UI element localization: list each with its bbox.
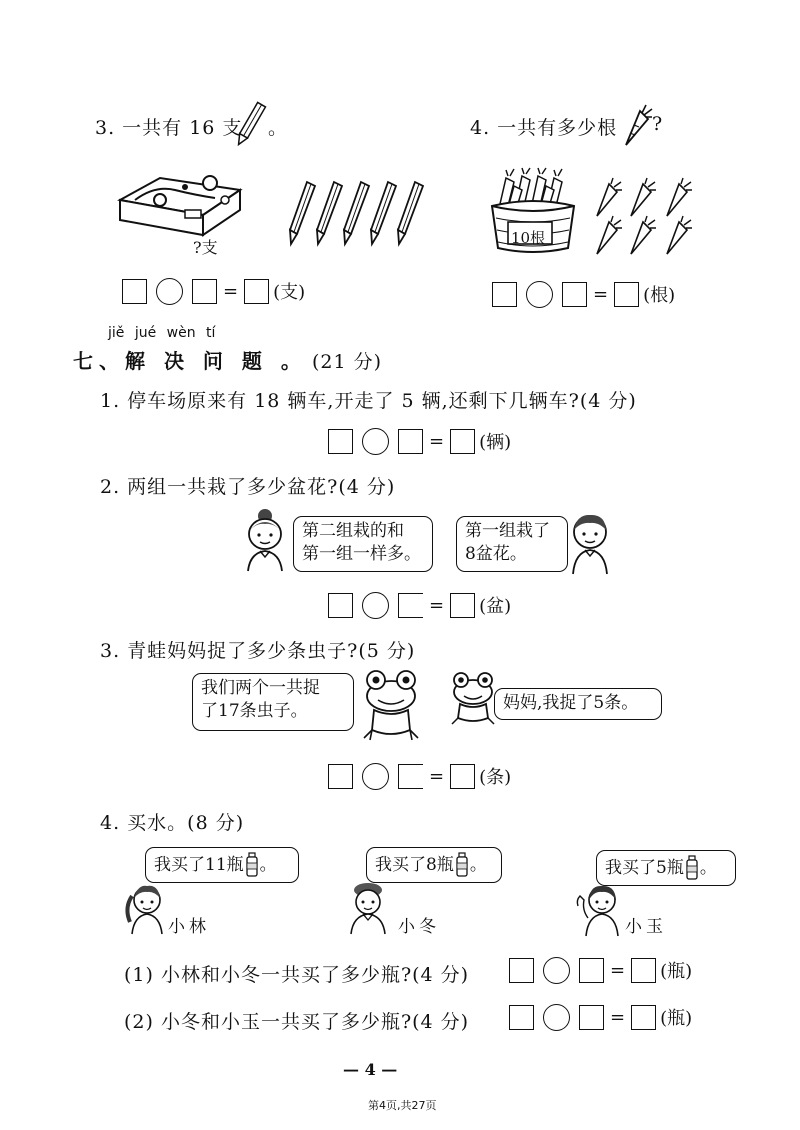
operator-circle[interactable] xyxy=(362,763,389,790)
equals-sign: = xyxy=(223,280,239,302)
answer-box[interactable] xyxy=(579,958,604,983)
problem-2-text: 2. 两组一共栽了多少盆花?(4 分) xyxy=(100,476,396,498)
bubble-period: 。 xyxy=(259,854,277,875)
operator-circle[interactable] xyxy=(543,957,570,984)
pencil-box-icon xyxy=(115,160,245,240)
problem-1-text: 1. 停车场原来有 18 辆车,开走了 5 辆,还剩下几辆车?(4 分) xyxy=(100,390,637,412)
section-title-text: 七、解 决 问 题 。 xyxy=(73,349,307,373)
answer-box[interactable] xyxy=(192,279,217,304)
problem-2-equation xyxy=(328,590,511,620)
pencil-5 xyxy=(398,182,423,244)
carrot-5 xyxy=(631,216,656,254)
bubble-line: 第一组一样多。 xyxy=(302,544,421,564)
xiaolin-avatar xyxy=(124,882,170,934)
bubble-line: 我买了8瓶 xyxy=(375,854,454,875)
speech-bubble-boy xyxy=(456,516,568,572)
operator-circle[interactable] xyxy=(156,278,183,305)
problem-4-sub-1-equation xyxy=(509,955,692,985)
answer-box[interactable] xyxy=(398,429,423,454)
q4-text xyxy=(470,113,617,140)
pencil-2 xyxy=(317,182,342,244)
boy-avatar xyxy=(565,510,615,575)
answer-box[interactable] xyxy=(398,764,423,789)
answer-box[interactable] xyxy=(328,429,353,454)
carrot-1 xyxy=(597,178,622,216)
name-xiaoyu: 小玉 xyxy=(625,917,667,937)
carrot-2 xyxy=(631,178,656,216)
problem-1-equation xyxy=(328,426,511,456)
unit-label: (根) xyxy=(643,285,676,306)
carrot-icon xyxy=(618,103,652,147)
water-bottle-icon xyxy=(246,853,258,877)
problem-4-sub-1-text: (1) 小林和小冬一共买了多少瓶?(4 分) xyxy=(124,964,470,986)
answer-box[interactable] xyxy=(122,279,147,304)
problem-4-sub-2-text: (2) 小冬和小玉一共买了多少瓶?(4 分) xyxy=(124,1011,470,1033)
mother-frog-icon xyxy=(360,668,422,742)
section-title xyxy=(73,345,382,374)
bubble-line: 第一组栽了 xyxy=(465,521,550,541)
problem-3-text: 3. 青蛙妈妈捉了多少条虫子?(5 分) xyxy=(100,640,416,662)
unit-label: (瓶) xyxy=(660,961,693,982)
speech-bubble-baby-frog xyxy=(494,688,662,720)
answer-box[interactable] xyxy=(562,282,587,307)
pencils-icon xyxy=(285,180,435,248)
unit-label: (支) xyxy=(273,282,306,303)
q4-text-tail: ? xyxy=(652,113,664,135)
basket-label: 10根 xyxy=(511,229,546,247)
q3-text-tail: 。 xyxy=(268,117,289,139)
water-bottle-icon xyxy=(686,856,698,880)
pencil-4 xyxy=(371,182,396,244)
problem-4-sub-2-equation xyxy=(509,1002,692,1032)
name-xiaodong: 小冬 xyxy=(398,917,440,937)
pencil-box-label: ?支 xyxy=(193,238,218,257)
speech-bubble-girl xyxy=(293,516,433,572)
speech-bubble-xiaodong xyxy=(366,847,502,883)
operator-circle[interactable] xyxy=(362,428,389,455)
unit-label: (条) xyxy=(479,767,512,788)
q4-equation xyxy=(492,279,675,309)
unit-label: (瓶) xyxy=(660,1008,693,1029)
speech-bubble-xiaoyu xyxy=(596,850,736,886)
answer-box[interactable] xyxy=(631,958,656,983)
answer-box[interactable] xyxy=(450,593,475,618)
unit-label: (盆) xyxy=(479,596,512,617)
equals-sign: = xyxy=(610,959,626,981)
answer-box[interactable] xyxy=(244,279,269,304)
operator-circle[interactable] xyxy=(543,1004,570,1031)
bubble-line: 我们两个一共捉 xyxy=(201,678,320,698)
bubble-period: 。 xyxy=(699,857,717,878)
section-pinyin: jiě jué wèn tí xyxy=(108,325,216,341)
pencil-3 xyxy=(344,182,369,244)
answer-box[interactable] xyxy=(328,764,353,789)
answer-box[interactable] xyxy=(614,282,639,307)
bubble-line: 8盆花。 xyxy=(465,544,527,564)
carrot-3 xyxy=(667,178,692,216)
pencil-icon xyxy=(236,98,266,150)
answer-box[interactable] xyxy=(492,282,517,307)
answer-box[interactable] xyxy=(398,593,423,618)
answer-box[interactable] xyxy=(631,1005,656,1030)
baby-frog-icon xyxy=(448,670,498,728)
carrot-6 xyxy=(667,216,692,254)
equals-sign: = xyxy=(610,1006,626,1028)
bubble-period: 。 xyxy=(469,854,487,875)
loose-carrots-icon xyxy=(593,178,703,258)
q4-text-main: 4. 一共有多少根 xyxy=(470,117,618,139)
speech-bubble-xiaolin xyxy=(145,847,299,883)
answer-box[interactable] xyxy=(509,1005,534,1030)
answer-box[interactable] xyxy=(328,593,353,618)
answer-box[interactable] xyxy=(579,1005,604,1030)
section-score: (21 分) xyxy=(311,351,382,373)
bubble-line: 第二组栽的和 xyxy=(302,521,404,541)
answer-box[interactable] xyxy=(509,958,534,983)
girl-avatar xyxy=(240,507,290,572)
unit-label: (辆) xyxy=(479,432,512,453)
problem-4-text: 4. 买水。(8 分) xyxy=(100,812,245,834)
water-bottle-icon xyxy=(456,853,468,877)
problem-3-equation xyxy=(328,761,511,791)
xiaodong-avatar xyxy=(345,882,391,934)
q3-text xyxy=(95,113,242,140)
operator-circle[interactable] xyxy=(526,281,553,308)
q3-text-main: 3. 一共有 16 支 xyxy=(95,117,243,139)
page-info: 第4页,共27页 xyxy=(368,1099,437,1112)
q3-equation xyxy=(122,276,305,306)
bubble-line: 我买了5瓶 xyxy=(605,857,684,878)
answer-box[interactable] xyxy=(450,429,475,454)
bubble-line: 我买了11瓶 xyxy=(154,854,244,875)
equals-sign: = xyxy=(429,765,445,787)
bubble-line: 了17条虫子。 xyxy=(201,701,308,721)
page-number: — 4 — xyxy=(343,1060,398,1079)
carrot-4 xyxy=(597,216,622,254)
equals-sign: = xyxy=(593,283,609,305)
answer-box[interactable] xyxy=(450,764,475,789)
equals-sign: = xyxy=(429,594,445,616)
speech-bubble-mother-frog xyxy=(192,673,354,731)
name-xiaolin: 小林 xyxy=(168,917,210,937)
equals-sign: = xyxy=(429,430,445,452)
pencil-1 xyxy=(290,182,315,244)
bubble-line: 妈妈,我捉了5条。 xyxy=(503,693,639,713)
operator-circle[interactable] xyxy=(362,592,389,619)
xiaoyu-avatar xyxy=(574,882,624,936)
